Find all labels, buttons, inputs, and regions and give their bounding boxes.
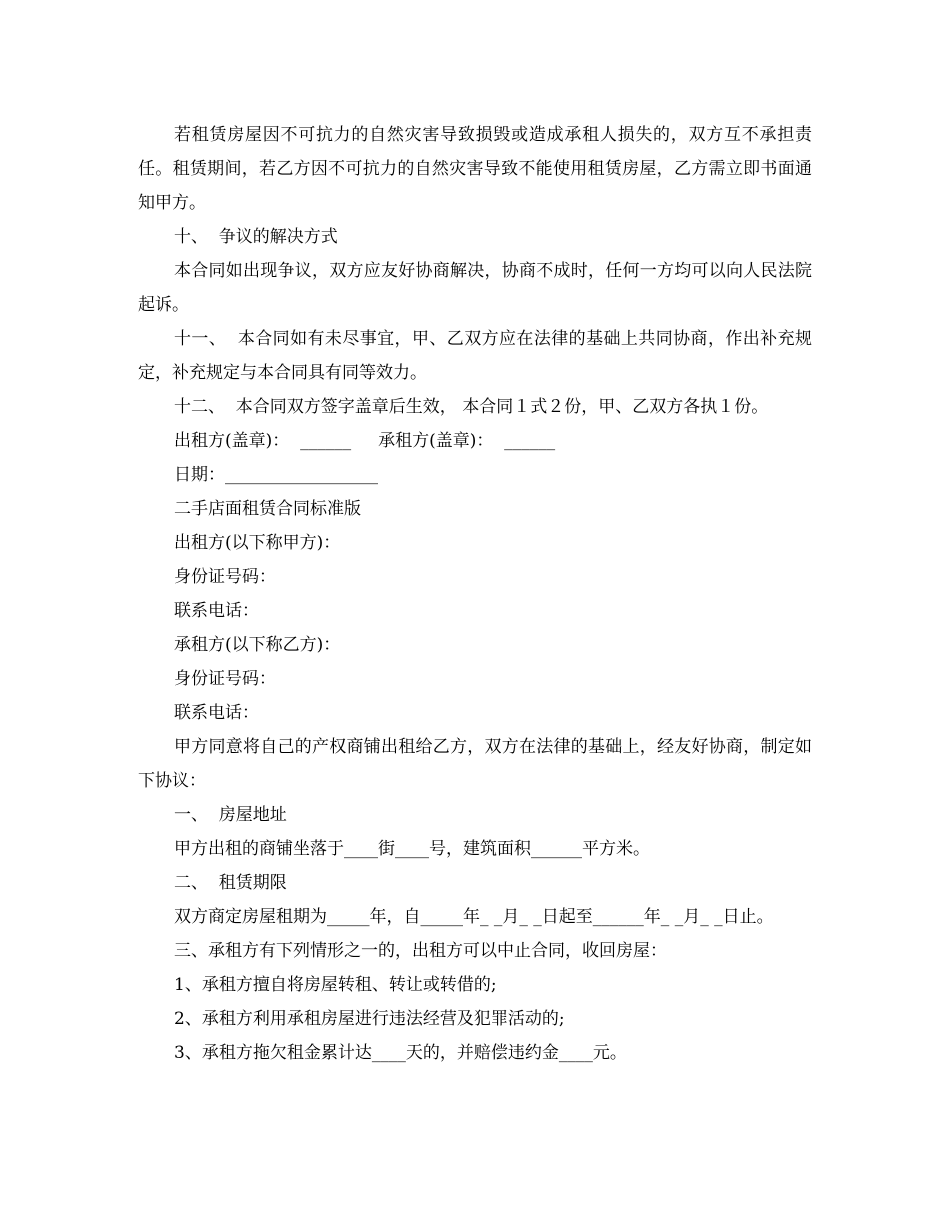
heading-dispute-resolution: 十、 争议的解决方式 xyxy=(174,227,338,247)
lessor-id-field: 身份证号码： xyxy=(174,567,276,587)
paragraph-lease-term: 双方商定房屋租期为_____年，自_____年_ _月_ _日起至______年_ _月_ _日止。 xyxy=(174,907,774,927)
paragraph-property-address: 甲方出租的商铺坐落于____街____号，建筑面积______平方米。 xyxy=(174,839,650,859)
termination-item-1: 1、承租方擅自将房屋转租、转让或转借的; xyxy=(174,975,497,995)
agreement-intro: 甲方同意将自己的产权商铺出租给乙方，双方在法律的基础上，经友好协商，制定如下协议： xyxy=(138,737,812,791)
lessor-phone-field: 联系电话： xyxy=(174,601,259,621)
lessee-id-field: 身份证号码： xyxy=(174,669,276,689)
signature-line: 出租方(盖章)： ______ 承租方(盖章)： ______ xyxy=(174,431,556,451)
date-line: 日期：__________________ xyxy=(174,465,378,485)
paragraph-dispute-resolution: 本合同如出现争议，双方应友好协商解决，协商不成时，任何一方均可以向人民法院起诉。 xyxy=(138,261,812,315)
termination-item-2: 2、承租方利用承租房屋进行违法经营及犯罪活动的; xyxy=(174,1009,565,1029)
paragraph-force-majeure: 若租赁房屋因不可抗力的自然灾害导致损毁或造成承租人损失的，双方互不承担责任。租赁期间，若乙方因不可抗力的自然灾害导致不能使用租赁房屋，乙方需立即书面通知甲方。 xyxy=(138,125,812,213)
lessee-phone-field: 联系电话： xyxy=(174,703,259,723)
heading-termination: 三、承租方有下列情形之一的，出租方可以中止合同，收回房屋： xyxy=(174,941,667,961)
lessee-field: 承租方(以下称乙方)： xyxy=(174,635,341,655)
clause-eleven: 十一、 本合同如有未尽事宜，甲、乙双方应在法律的基础上共同协商，作出补充规定，补充规定与本合同具有同等效力。 xyxy=(138,329,812,383)
clause-twelve: 十二、 本合同双方签字盖章后生效， 本合同１式２份，甲、乙双方各执１份。 xyxy=(174,397,769,417)
contract-title: 二手店面租赁合同标准版 xyxy=(174,499,361,519)
heading-lease-term: 二、 租赁期限 xyxy=(174,873,287,893)
lessor-field: 出租方(以下称甲方)： xyxy=(174,533,341,553)
heading-property-address: 一、 房屋地址 xyxy=(174,805,287,825)
document-body xyxy=(138,118,812,1070)
termination-item-3: 3、承租方拖欠租金累计达____天的，并赔偿违约金____元。 xyxy=(174,1043,627,1063)
